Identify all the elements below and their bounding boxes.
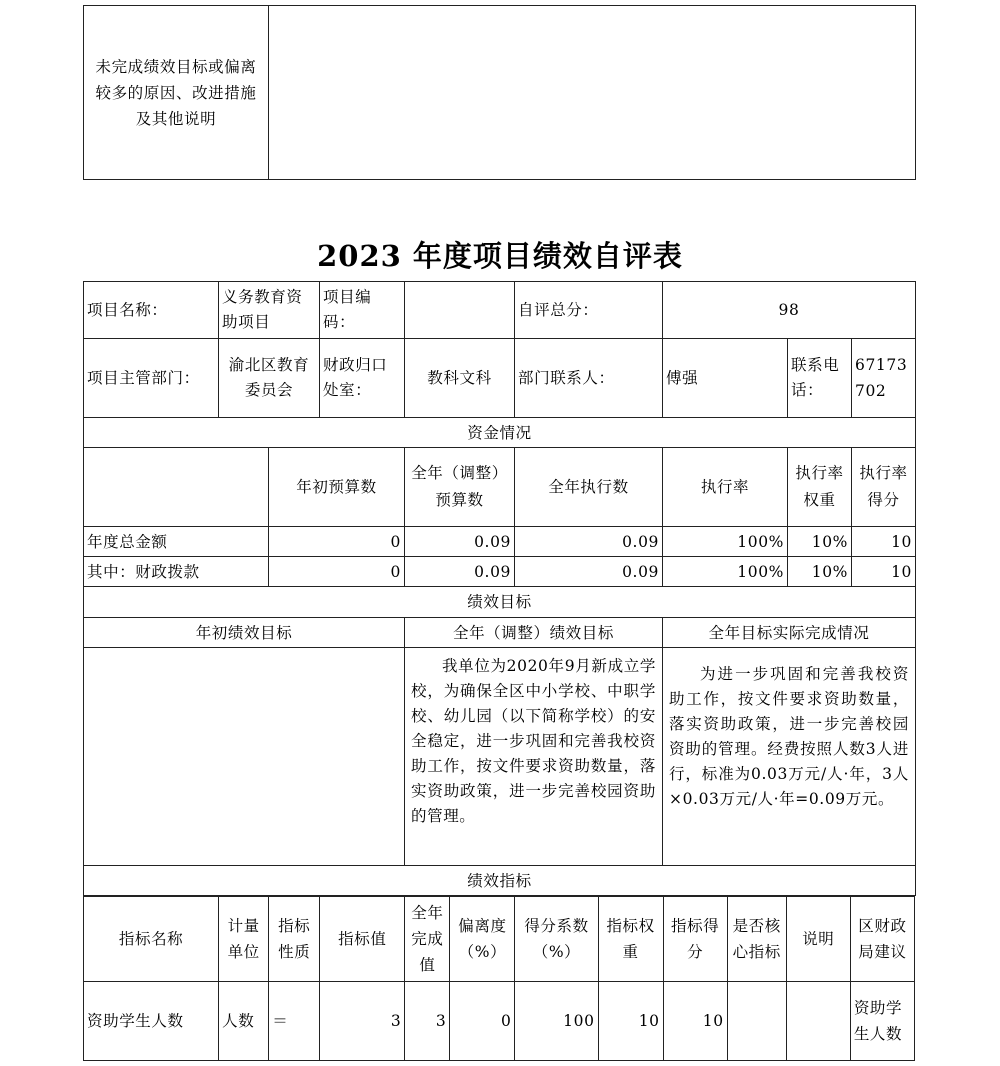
ind-cell-weight: 10 [598, 982, 663, 1061]
contact-value: 傅强 [663, 339, 788, 418]
goals-header-initial: 年初绩效目标 [84, 618, 405, 648]
funds-row-executed: 0.09 [515, 557, 663, 587]
ind-header-deviation: 偏离度（%） [450, 897, 515, 982]
table-row [84, 982, 915, 1061]
evaluation-table [83, 281, 916, 896]
project-name-label: 项目名称： [84, 282, 219, 339]
ind-cell-note [786, 982, 850, 1061]
funds-header-executed: 全年执行数 [515, 448, 663, 527]
contact-label: 部门联系人： [515, 339, 663, 418]
dept-label: 项目主管部门： [84, 339, 219, 418]
remarks-table [83, 5, 916, 180]
funds-row-score: 10 [852, 527, 916, 557]
ind-cell-name: 资助学生人数 [84, 982, 219, 1061]
ind-header-suggestion: 区财政局建议 [850, 897, 914, 982]
funds-row-executed: 0.09 [515, 527, 663, 557]
ind-header-nature: 指标性质 [269, 897, 320, 982]
funds-row-rate: 100% [663, 557, 788, 587]
goals-initial-text [84, 648, 405, 866]
ind-cell-completed: 3 [405, 982, 450, 1061]
funds-section-title: 资金情况 [84, 418, 916, 448]
remarks-content [269, 6, 916, 180]
ind-cell-nature: ＝ [269, 982, 320, 1061]
ind-header-coefficient: 得分系数（%） [515, 897, 598, 982]
dept-value: 渝北区教育委员会 [219, 339, 320, 418]
project-code-value [405, 282, 515, 339]
ind-cell-unit: 人数 [219, 982, 269, 1061]
funds-header-initial-budget: 年初预算数 [269, 448, 405, 527]
finance-value: 教科文科 [405, 339, 515, 418]
funds-row-initial: 0 [269, 527, 405, 557]
funds-row-weight: 10% [788, 527, 852, 557]
funds-row-adjusted: 0.09 [405, 527, 515, 557]
funds-row [84, 527, 916, 557]
remarks-label: 未完成绩效目标或偏离较多的原因、改进措施及其他说明 [84, 6, 269, 180]
funds-header-rate: 执行率 [663, 448, 788, 527]
funds-row-label: 其中：财政拨款 [84, 557, 269, 587]
ind-header-completed: 全年完成值 [405, 897, 450, 982]
ind-cell-coefficient: 100 [515, 982, 598, 1061]
project-name-value: 义务教育资助项目 [219, 282, 320, 339]
ind-header-name: 指标名称 [84, 897, 219, 982]
funds-header-rate-weight: 执行率权重 [788, 448, 852, 527]
indicators-section-title: 绩效指标 [84, 866, 916, 896]
goals-adjusted-text: 我单位为2020年9月新成立学校，为确保全区中小学校、中职学校、幼儿园（以下简称学校）的安全稳定，进一步巩固和完善我校资助工作，按文件要求资助数量，落实资助政策，进一步完善校园资助的管理。 [405, 648, 663, 866]
goals-header-actual: 全年目标实际完成情况 [663, 618, 916, 648]
ind-cell-deviation: 0 [450, 982, 515, 1061]
ind-header-core: 是否核心指标 [727, 897, 786, 982]
ind-header-unit: 计量单位 [219, 897, 269, 982]
goals-section-title: 绩效目标 [84, 587, 916, 618]
ind-cell-score: 10 [663, 982, 727, 1061]
finance-label: 财政归口处室： [320, 339, 405, 418]
score-value: 98 [663, 282, 916, 339]
funds-row-adjusted: 0.09 [405, 557, 515, 587]
funds-row-weight: 10% [788, 557, 852, 587]
goals-actual-text: 为进一步巩固和完善我校资助工作，按文件要求资助数量，落实资助政策，进一步完善校园资助的管理。经费按照人数3人进行，标准为0.03万元/人·年，3人×0.03万元/人·年=0.09万元。 [663, 648, 916, 866]
ind-header-weight: 指标权重 [598, 897, 663, 982]
funds-row-score: 10 [852, 557, 916, 587]
funds-row [84, 557, 916, 587]
project-code-label: 项目编码： [320, 282, 405, 339]
funds-row-rate: 100% [663, 527, 788, 557]
phone-value: 67173702 [852, 339, 916, 418]
ind-cell-core [727, 982, 786, 1061]
funds-header-blank [84, 448, 269, 527]
ind-header-score: 指标得分 [663, 897, 727, 982]
ind-header-note: 说明 [786, 897, 850, 982]
funds-row-initial: 0 [269, 557, 405, 587]
indicators-table [83, 896, 915, 1061]
form-title: 2023 年度项目绩效自评表 [317, 239, 683, 273]
ind-cell-target: 3 [320, 982, 405, 1061]
funds-header-adjusted-budget: 全年（调整）预算数 [405, 448, 515, 527]
funds-header-rate-score: 执行率得分 [852, 448, 916, 527]
score-label: 自评总分： [515, 282, 663, 339]
ind-header-target: 指标值 [320, 897, 405, 982]
funds-row-label: 年度总金额 [84, 527, 269, 557]
phone-label: 联系电话： [788, 339, 852, 418]
ind-cell-suggestion: 资助学生人数 [850, 982, 914, 1061]
goals-header-adjusted: 全年（调整）绩效目标 [405, 618, 663, 648]
